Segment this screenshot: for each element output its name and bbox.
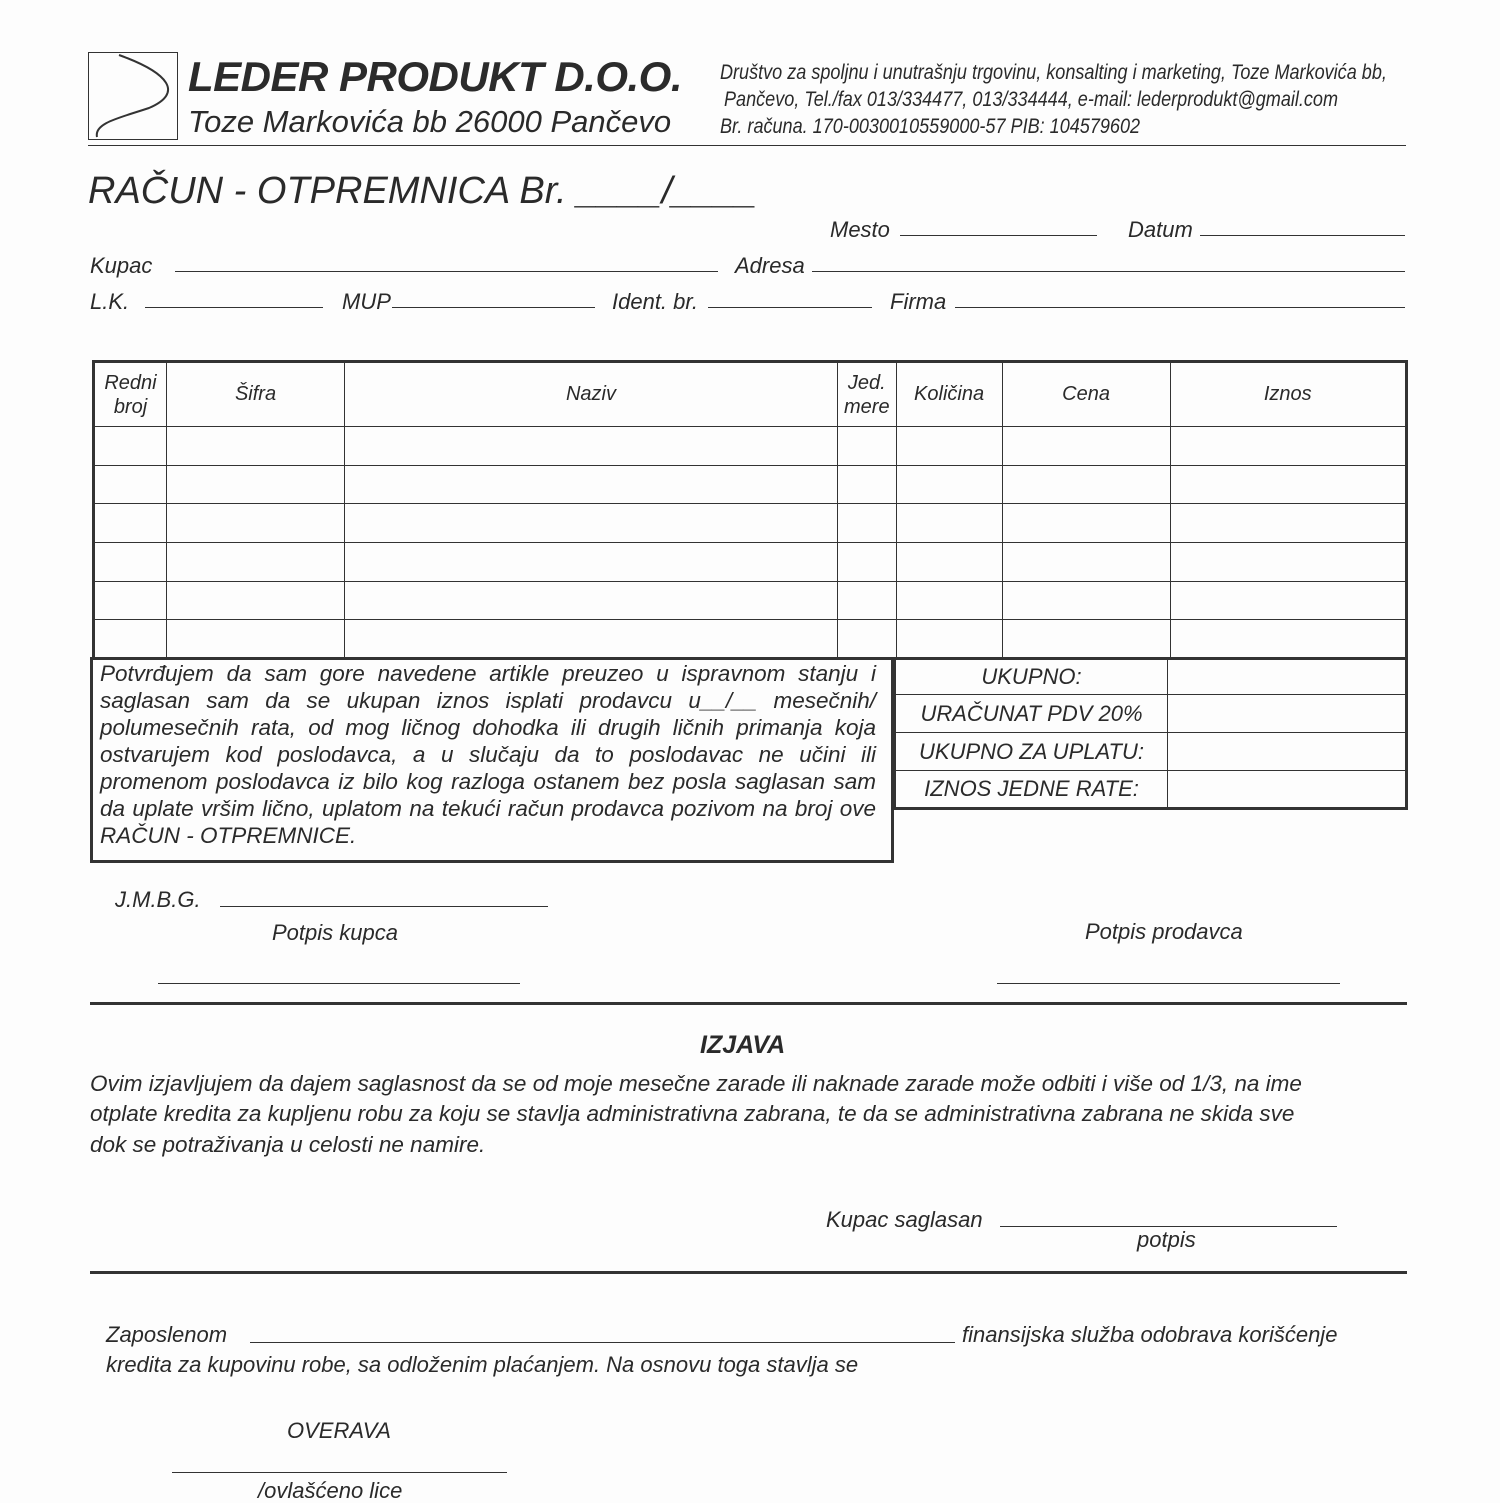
lk-label: L.K. xyxy=(90,289,130,314)
table-cell[interactable] xyxy=(1170,427,1406,466)
table-cell[interactable] xyxy=(345,465,838,504)
pdv-value[interactable] xyxy=(1168,695,1407,733)
table-row xyxy=(94,504,1407,543)
table-row xyxy=(94,543,1407,582)
table-cell[interactable] xyxy=(167,620,345,659)
confirmation-text: Potvrđujem da sam gore navedene artikle preuzeo u ispravnom stanju i saglasan sam da se ukupan iznos isplati prodavcu u__/__ mesečnih/ polumesečnih rata, od mog ličnog dohodka ili drugih ličnih primanja koja ostvarujem kod poslodavca, a u slučaju da to poslodavac ne učini ili promenom poslodavca iz bilo kog razloga ostanem bez posla saglasan sam da uplate vršim lično, uplatom na tekući račun prodavca pozivom na broj ove RAČUN - OTPREMNICE. xyxy=(100,661,876,848)
table-cell[interactable] xyxy=(94,465,167,504)
table-cell[interactable] xyxy=(1170,465,1406,504)
overava-line[interactable] xyxy=(172,1472,507,1473)
finansijska-text: finansijska služba odobrava korišćenje xyxy=(962,1322,1338,1347)
izjava-title: IZJAVA xyxy=(700,1031,786,1059)
table-cell[interactable] xyxy=(94,427,167,466)
pdv-label: URAČUNAT PDV 20% xyxy=(895,695,1168,733)
ukupno-za-uplatu-value[interactable] xyxy=(1168,733,1407,771)
table-cell[interactable] xyxy=(896,620,1002,659)
table-header-row xyxy=(94,362,1407,427)
mup-label: MUP xyxy=(342,289,391,314)
table-cell[interactable] xyxy=(838,543,897,582)
table-cell[interactable] xyxy=(94,504,167,543)
table-cell[interactable] xyxy=(838,620,897,659)
table-cell[interactable] xyxy=(167,543,345,582)
mup-field[interactable] xyxy=(392,307,595,308)
col-redni-broj: Redni broj xyxy=(94,362,167,427)
zaposlenom-label: Zaposlenom xyxy=(106,1322,228,1347)
table-cell[interactable] xyxy=(94,581,167,620)
ident-field[interactable] xyxy=(708,307,872,308)
table-cell[interactable] xyxy=(838,504,897,543)
divider xyxy=(90,1002,1407,1005)
col-sifra: Šifra xyxy=(167,362,345,427)
table-cell[interactable] xyxy=(345,581,838,620)
mesto-field[interactable] xyxy=(900,235,1097,236)
items-table xyxy=(92,360,1408,660)
table-row xyxy=(94,465,1407,504)
zaposlenom-field[interactable] xyxy=(250,1342,955,1343)
ukupno-za-uplatu-label: UKUPNO ZA UPLATU: xyxy=(895,733,1168,771)
summary-table xyxy=(893,657,1408,810)
table-cell[interactable] xyxy=(838,427,897,466)
table-cell[interactable] xyxy=(1170,543,1406,582)
table-row xyxy=(94,620,1407,659)
table-cell[interactable] xyxy=(1002,620,1170,659)
col-cena: Cena xyxy=(1002,362,1170,427)
adresa-field[interactable] xyxy=(812,271,1405,272)
company-logo xyxy=(88,52,178,140)
ukupno-label: UKUPNO: xyxy=(895,659,1168,695)
table-cell[interactable] xyxy=(94,620,167,659)
table-cell[interactable] xyxy=(1002,543,1170,582)
mesto-label: Mesto xyxy=(830,217,890,242)
table-row xyxy=(94,581,1407,620)
company-info-1: Društvo za spoljnu i unutrašnju trgovinu, konsalting i marketing, Toze Markovića bb, xyxy=(720,61,1387,84)
potpis-prodavca-label: Potpis prodavca xyxy=(1085,919,1243,944)
table-cell[interactable] xyxy=(345,543,838,582)
ovlasceno-lice-label: /ovlašćeno lice xyxy=(258,1478,403,1503)
table-cell[interactable] xyxy=(1002,581,1170,620)
col-iznos: Iznos xyxy=(1170,362,1406,427)
ident-label: Ident. br. xyxy=(612,289,699,314)
datum-field[interactable] xyxy=(1200,235,1405,236)
table-cell[interactable] xyxy=(167,465,345,504)
table-cell[interactable] xyxy=(896,427,1002,466)
col-jed-mere: Jed. mere xyxy=(838,362,897,427)
company-address: Toze Markovića bb 26000 Pančevo xyxy=(188,104,672,139)
table-cell[interactable] xyxy=(345,427,838,466)
table-cell[interactable] xyxy=(94,543,167,582)
col-kolicina: Količina xyxy=(896,362,1002,427)
adresa-label: Adresa xyxy=(735,253,805,278)
table-cell[interactable] xyxy=(838,465,897,504)
lk-field[interactable] xyxy=(145,307,323,308)
company-info-2: Pančevo, Tel./fax 013/334477, 013/334444, e-mail: lederprodukt@gmail.com xyxy=(724,88,1339,111)
overava-label: OVERAVA xyxy=(287,1418,391,1443)
document-title: RAČUN - OTPREMNICA Br. ____/____ xyxy=(88,170,757,212)
table-cell[interactable] xyxy=(896,465,1002,504)
table-cell[interactable] xyxy=(167,581,345,620)
table-cell[interactable] xyxy=(896,581,1002,620)
iznos-rate-label: IZNOS JEDNE RATE: xyxy=(895,771,1168,809)
jmbg-field[interactable] xyxy=(220,906,548,907)
table-cell[interactable] xyxy=(345,504,838,543)
table-cell[interactable] xyxy=(838,581,897,620)
izjava-line-2: otplate kredita za kupljenu robu za koju se stavlja administrativna zabrana, te da se administrativna zabrana ne skida sve xyxy=(90,1101,1295,1126)
footer-line-2: kredita za kupovinu robe, sa odloženim plaćanjem. Na osnovu toga stavlja se xyxy=(106,1352,859,1377)
izjava-line-3: dok se potraživanja u celosti ne namire. xyxy=(90,1132,486,1157)
divider xyxy=(88,145,1406,146)
kupac-saglasan-label: Kupac saglasan xyxy=(826,1207,983,1232)
datum-label: Datum xyxy=(1128,217,1193,242)
table-cell[interactable] xyxy=(1170,581,1406,620)
table-cell[interactable] xyxy=(1002,504,1170,543)
table-cell[interactable] xyxy=(1002,427,1170,466)
table-cell[interactable] xyxy=(1170,504,1406,543)
potpis-prodavca-line[interactable] xyxy=(997,983,1340,984)
table-cell[interactable] xyxy=(345,620,838,659)
table-cell[interactable] xyxy=(896,504,1002,543)
table-cell[interactable] xyxy=(167,504,345,543)
izjava-line-1: Ovim izjavljujem da dajem saglasnost da se od moje mesečne zarade ili naknade zarade može odbiti i više od 1/3, na ime xyxy=(90,1071,1302,1096)
divider xyxy=(90,1271,1407,1274)
firma-label: Firma xyxy=(890,289,947,314)
potpis-label: potpis xyxy=(1137,1227,1196,1252)
kupac-field[interactable] xyxy=(175,271,718,272)
company-name: LEDER PRODUKT D.O.O. xyxy=(188,53,683,100)
potpis-kupca-label: Potpis kupca xyxy=(272,920,398,945)
iznos-rate-value[interactable] xyxy=(1168,771,1407,809)
table-cell[interactable] xyxy=(1002,465,1170,504)
table-cell[interactable] xyxy=(896,543,1002,582)
table-cell[interactable] xyxy=(1170,620,1406,659)
jmbg-label: J.M.B.G. xyxy=(115,887,201,912)
company-info-3: Br. računa. 170-0030010559000-57 PIB: 104579602 xyxy=(720,115,1141,138)
table-row xyxy=(94,427,1407,466)
ukupno-value[interactable] xyxy=(1168,659,1407,695)
kupac-label: Kupac xyxy=(90,253,153,278)
col-naziv: Naziv xyxy=(345,362,838,427)
potpis-kupca-line[interactable] xyxy=(158,983,520,984)
firma-field[interactable] xyxy=(955,307,1405,308)
table-cell[interactable] xyxy=(167,427,345,466)
